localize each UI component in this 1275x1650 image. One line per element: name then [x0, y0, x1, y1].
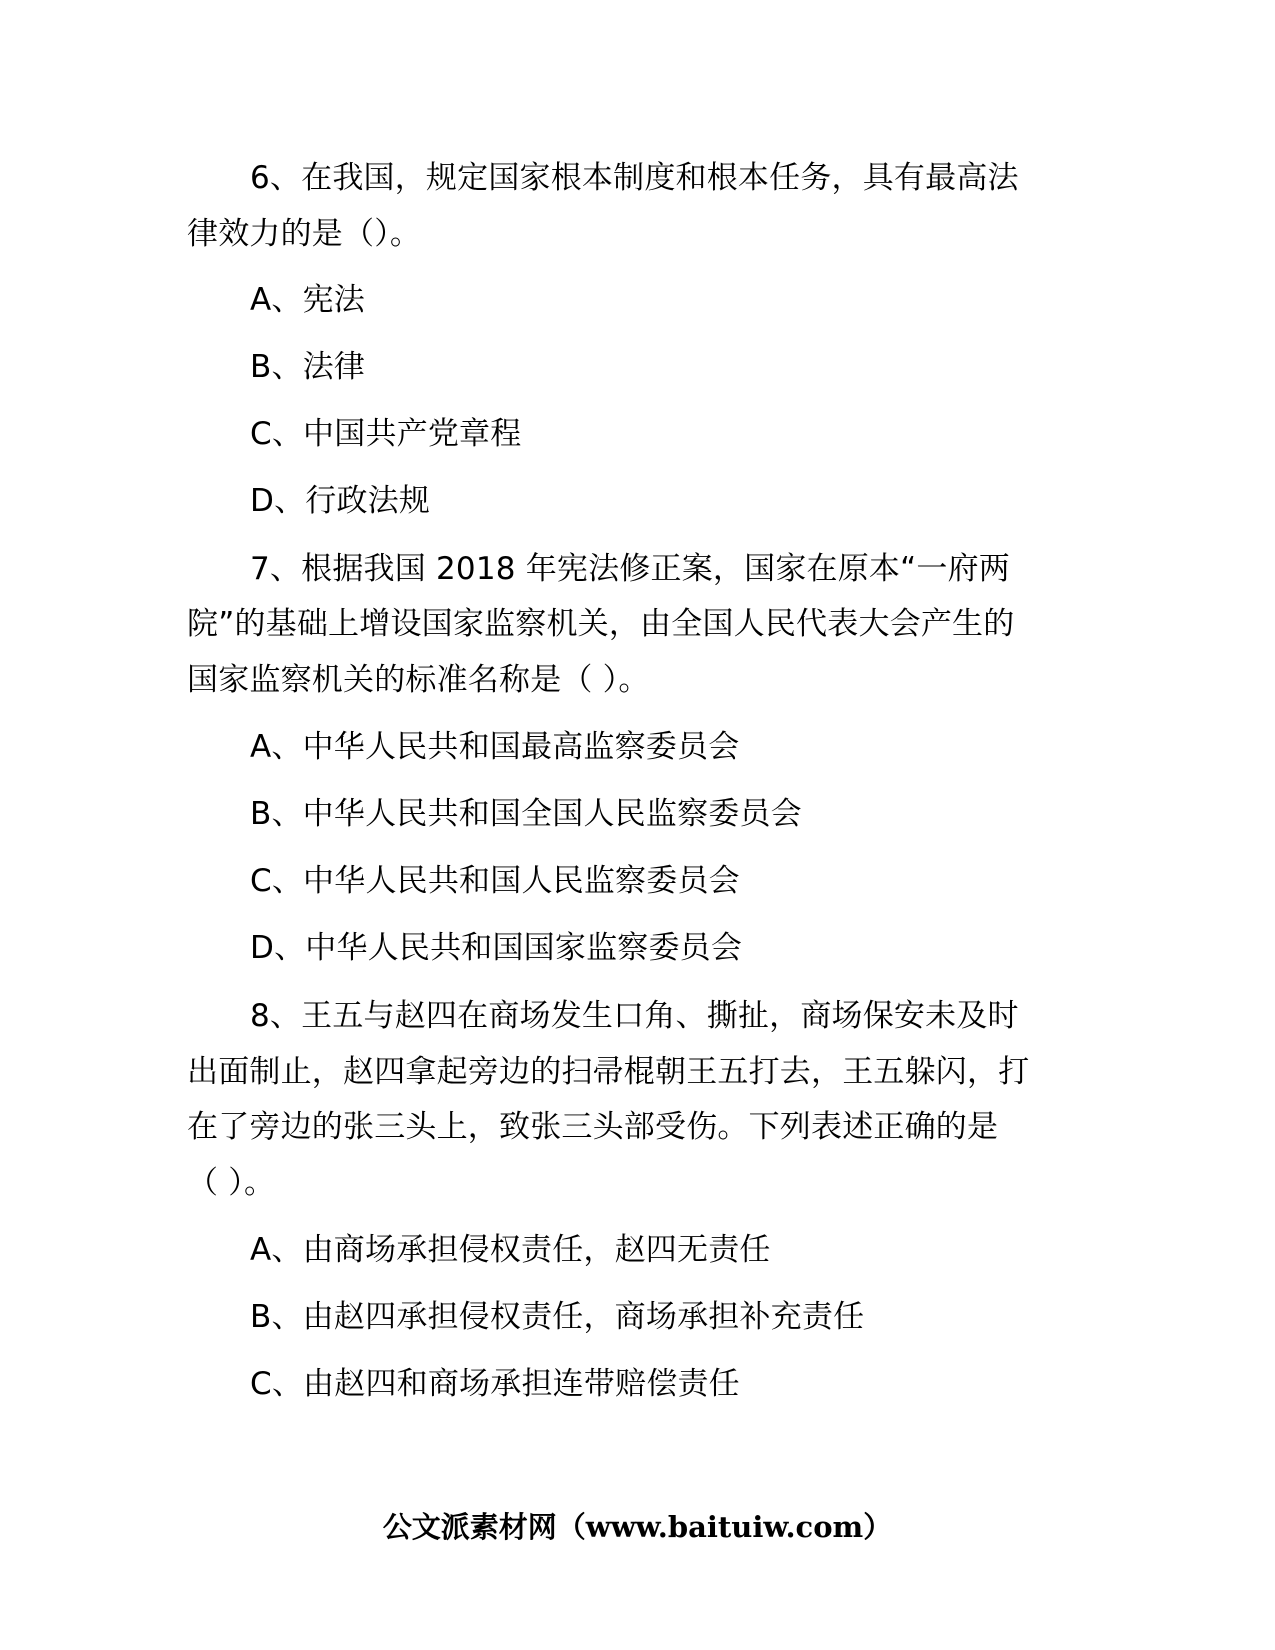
question-8-option-c: C、由赵四和商场承担连带赔偿责任: [250, 1366, 740, 1402]
question-7-option-a: A、中华人民共和国最高监察委员会: [250, 729, 740, 765]
question-7-option-d: D、中华人民共和国国家监察委员会: [250, 930, 743, 966]
question-7-stem-line-2: 院”的基础上增设国家监察机关，由全国人民代表大会产生的: [187, 606, 1015, 642]
question-7-stem-line-1: 7、根据我国 2018 年宪法修正案，国家在原本“一府两: [250, 551, 1010, 587]
question-7-option-b: B、中华人民共和国全国人民监察委员会: [250, 796, 802, 832]
question-6-stem-line-2: 律效力的是（）。: [187, 216, 422, 252]
question-6-option-a: A、宪法: [250, 282, 366, 318]
question-8-option-a: A、由商场承担侵权责任，赵四无责任: [250, 1232, 771, 1268]
question-7-stem-line-3: 国家监察机关的标准名称是（ ）。: [187, 662, 650, 698]
question-6-option-c: C、中国共产党章程: [250, 416, 522, 452]
question-8-stem-line-3: 在了旁边的张三头上，致张三头部受伤。下列表述正确的是: [187, 1109, 999, 1145]
question-7-option-c: C、中华人民共和国人民监察委员会: [250, 863, 740, 899]
question-8-stem-line-2: 出面制止，赵四拿起旁边的扫帚棍朝王五打去，王五躲闪，打: [187, 1054, 1030, 1090]
page-footer: 公文派素材网（www.baituiw.com）: [382, 1510, 893, 1544]
question-8-option-b: B、由赵四承担侵权责任，商场承担补充责任: [250, 1299, 865, 1335]
question-8-stem-line-1: 8、王五与赵四在商场发生口角、撕扯，商场保安未及时: [250, 998, 1019, 1034]
question-6-option-b: B、法律: [250, 349, 366, 385]
question-6-option-d: D、行政法规: [250, 483, 431, 519]
question-8-stem-line-4: （ ）。: [187, 1165, 276, 1201]
question-6-stem-line-1: 6、在我国，规定国家根本制度和根本任务，具有最高法: [250, 160, 1019, 196]
